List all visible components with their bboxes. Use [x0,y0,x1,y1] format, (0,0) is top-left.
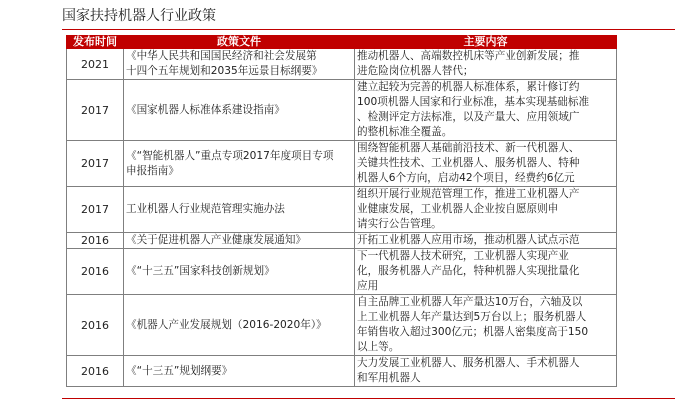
document-line: 《关于促进机器人产业健康发展通知》 [126,234,307,246]
cell-year: 2017 [67,187,124,233]
content-line: 年销售收入超过300亿元；机器人密集度高于150 [357,326,589,338]
content-line: 组织开展行业规范管理工作，推进工业机器人产 [357,188,580,200]
content-line: 的整机标准全覆盖。 [357,126,453,138]
cell-content [355,356,617,387]
cell-document [124,187,355,233]
content-line: 下一代机器人技术研究，工业机器人实现产业 [357,250,569,262]
content-line: 以上等。 [357,341,400,353]
document-line: 工业机器人行业规范管理实施办法 [126,203,285,215]
document-line: 《“智能机器人”重点专项2017年度项目专项 [126,149,334,162]
header-document: 政策文件 [124,36,355,49]
cell-document [124,356,355,387]
cell-content [355,187,617,233]
cell-content [355,249,617,295]
cell-year: 2017 [67,141,124,187]
content-line: 关键共性技术、工业机器人、服务机器人、特种 [357,157,580,169]
content-line: 围绕智能机器人基础前沿技术、新一代机器人、 [357,142,580,154]
document-line: 《机器人产业发展规划（2016-2020年）》 [126,318,327,331]
content-line: 自主品牌工业机器人年产量达10万台，六轴及以 [357,296,583,308]
content-line: 开拓工业机器人应用市场，推动机器人试点示范 [357,234,580,246]
document-line: 《“十三五”规划纲要》 [126,364,233,377]
cell-year: 2016 [67,249,124,295]
table-header-row [67,36,617,49]
table-row [67,80,617,141]
document-line: 《国家机器人标准体系建设指南》 [126,103,285,116]
cell-document [124,249,355,295]
content-line: 请实行公告管理。 [357,218,442,230]
content-line: 、检测评定方法标准，以及产量大、应用领域广 [357,111,580,123]
title-divider [62,29,675,30]
cell-document [124,80,355,141]
document-line: 《“十三五”国家科技创新规划》 [126,265,275,277]
content-line: 上工业机器人年产量达到5万台以上；服务机器人 [357,311,587,323]
table-row [67,295,617,356]
cell-year: 2016 [67,233,124,249]
policy-table [66,35,617,387]
cell-content [355,233,617,249]
content-line: 应用 [357,280,379,292]
table-row [67,141,617,187]
cell-year: 2016 [67,295,124,356]
page-title: 国家扶持机器人行业政策 [62,8,216,24]
cell-year: 2016 [67,356,124,387]
document-line: 十四个五年规划和2035年远景目标纲要》 [126,65,323,77]
content-line: 化，服务机器人产品化，特种机器人实现批量化 [357,265,580,277]
bottom-divider [62,398,675,399]
cell-content [355,49,617,80]
content-line: 进危险岗位机器人替代； [357,65,474,77]
content-line: 大力发展工业机器人、服务机器人、手术机器人 [357,357,580,369]
table-row [67,49,617,80]
cell-document [124,49,355,80]
cell-content [355,80,617,141]
content-line: 建立起较为完善的机器人标准体系，累计修订约 [357,81,580,93]
content-line: 推动机器人、高端数控机床等产业创新发展；推 [357,50,580,62]
cell-year: 2021 [67,49,124,80]
cell-document [124,141,355,187]
table-row [67,356,617,387]
cell-content [355,141,617,187]
content-line: 100项机器人国家和行业标准，基本实现基础标准 [357,96,590,108]
table-row [67,187,617,233]
content-line: 业健康发展，工业机器人企业按自愿原则申 [357,203,559,215]
header-content: 主要内容 [355,36,617,49]
document-line: 申报指南》 [126,164,179,177]
cell-year: 2017 [67,80,124,141]
table-row [67,233,617,249]
content-line: 和军用机器人 [357,372,421,384]
cell-document [124,295,355,356]
header-year: 发布时间 [67,36,124,49]
cell-document [124,233,355,249]
cell-content [355,295,617,356]
document-line: 《中华人民共和国国民经济和社会发展第 [126,50,317,62]
table-row [67,249,617,295]
content-line: 机器人6个方向，启动42个项目，经费约6亿元 [357,172,575,184]
